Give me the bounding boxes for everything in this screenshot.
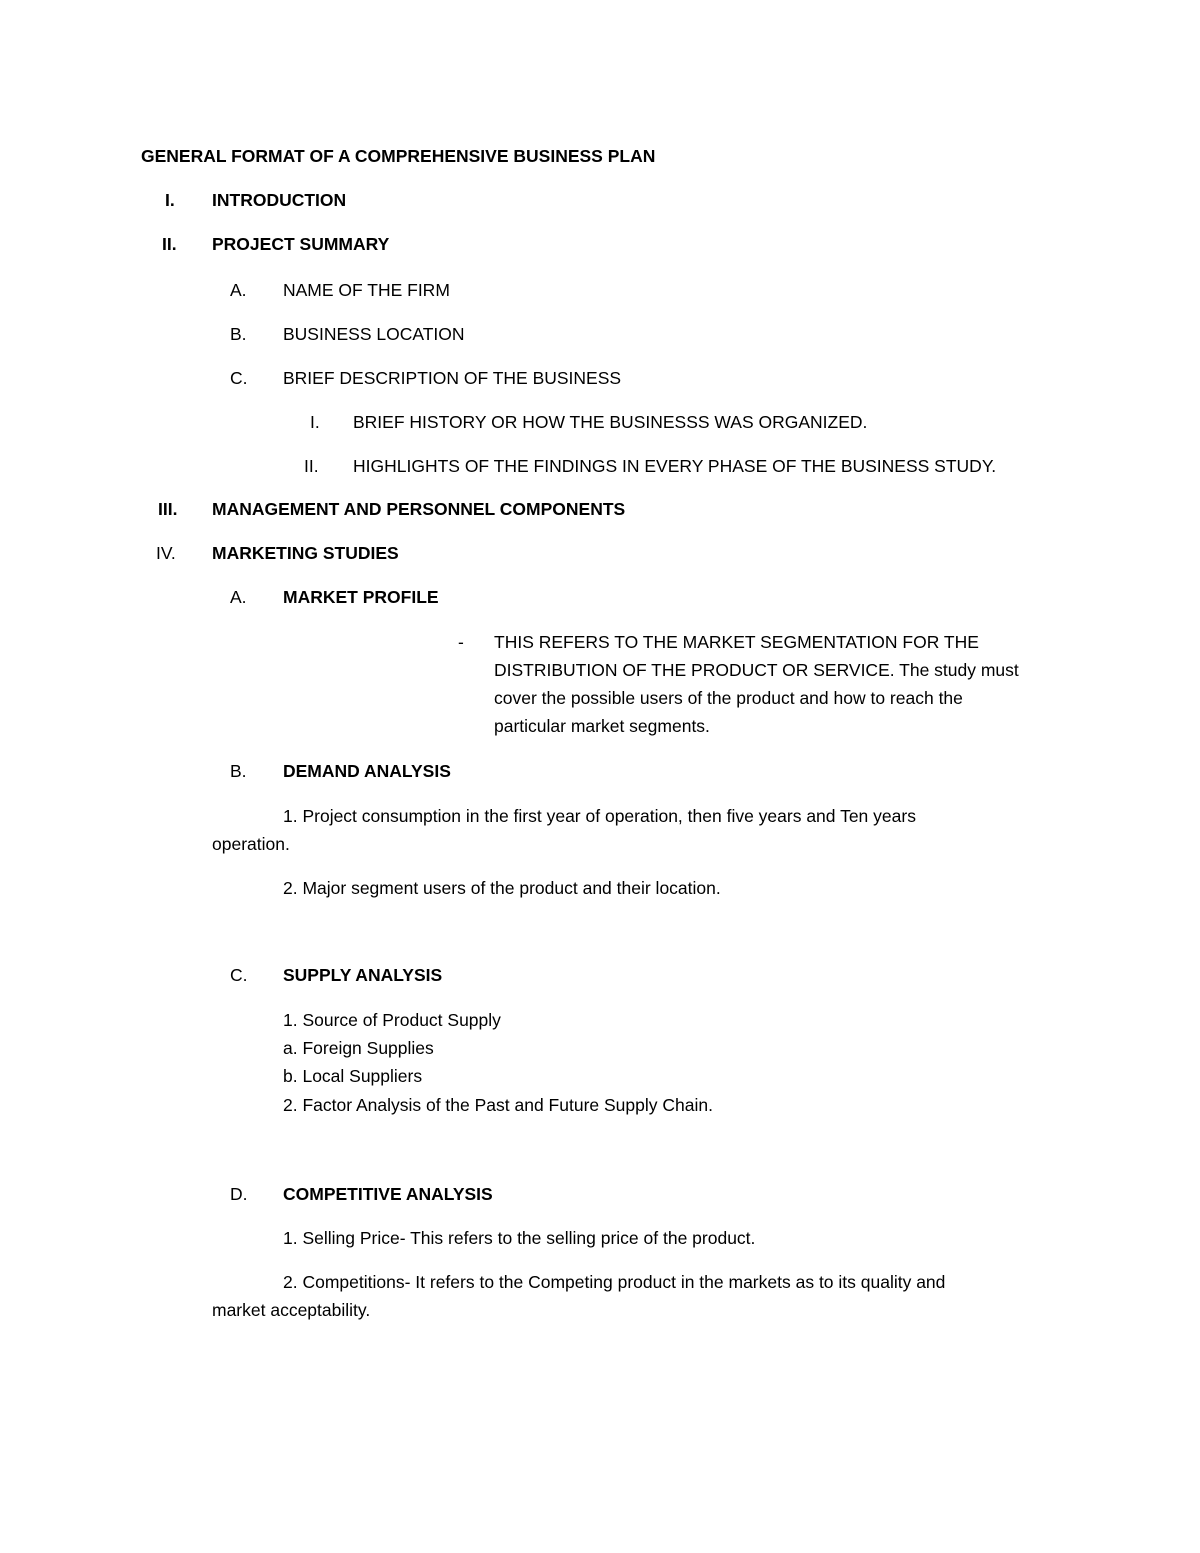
subitem-highlights: HIGHLIGHTS OF THE FINDINGS IN EVERY PHASE OF THE BUSINESS STUDY. <box>353 456 997 476</box>
list-line: a. Foreign Supplies <box>283 1038 434 1058</box>
section-heading-marketing: MARKETING STUDIES <box>212 543 399 563</box>
note-line: DISTRIBUTION OF THE PRODUCT OR SERVICE. The study must <box>494 660 1019 680</box>
section-heading-management: MANAGEMENT AND PERSONNEL COMPONENTS <box>212 499 626 519</box>
section-number: I. <box>165 190 175 210</box>
paragraph-line: market acceptability. <box>212 1300 371 1320</box>
list-line: b. Local Suppliers <box>283 1066 423 1086</box>
section-heading-project-summary: PROJECT SUMMARY <box>212 234 390 254</box>
item-letter: B. <box>230 761 247 781</box>
note-line: THIS REFERS TO THE MARKET SEGMENTATION FOR THE <box>494 632 979 652</box>
paragraph-line: operation. <box>212 834 290 854</box>
section-heading-introduction: INTRODUCTION <box>212 190 347 210</box>
list-line: 2. Factor Analysis of the Past and Future Supply Chain. <box>283 1095 713 1115</box>
item-brief-description: BRIEF DESCRIPTION OF THE BUSINESS <box>283 368 622 388</box>
note-line: particular market segments. <box>494 716 710 736</box>
item-letter: C. <box>230 965 248 985</box>
item-letter: C. <box>230 368 248 388</box>
paragraph-line: 1. Project consumption in the first year of operation, then five years and Ten years <box>283 806 916 826</box>
document-title: GENERAL FORMAT OF A COMPREHENSIVE BUSINESS PLAN <box>141 146 656 166</box>
section-number: II. <box>162 234 177 254</box>
paragraph-line: 1. Selling Price- This refers to the selling price of the product. <box>283 1228 756 1248</box>
item-business-location: BUSINESS LOCATION <box>283 324 465 344</box>
item-letter: D. <box>230 1184 248 1204</box>
list-line: 1. Source of Product Supply <box>283 1010 501 1030</box>
subheading-demand-analysis: DEMAND ANALYSIS <box>283 761 451 781</box>
subitem-number: I. <box>310 412 320 432</box>
subitem-brief-history: BRIEF HISTORY OR HOW THE BUSINESSS WAS ORGANIZED. <box>353 412 868 432</box>
subheading-supply-analysis: SUPPLY ANALYSIS <box>283 965 443 985</box>
item-name-of-firm: NAME OF THE FIRM <box>283 280 450 300</box>
paragraph-line: 2. Competitions- It refers to the Competing product in the markets as to its quality and <box>283 1272 946 1292</box>
paragraph-line: 2. Major segment users of the product and their location. <box>283 878 721 898</box>
subheading-competitive-analysis: COMPETITIVE ANALYSIS <box>283 1184 493 1204</box>
subheading-market-profile: MARKET PROFILE <box>283 587 439 607</box>
item-letter: B. <box>230 324 247 344</box>
item-letter: A. <box>230 280 247 300</box>
section-number: IV. <box>156 543 176 563</box>
note-line: cover the possible users of the product and how to reach the <box>494 688 963 708</box>
section-number: III. <box>158 499 178 519</box>
bullet-dash: - <box>458 632 464 652</box>
item-letter: A. <box>230 587 247 607</box>
subitem-number: II. <box>304 456 319 476</box>
